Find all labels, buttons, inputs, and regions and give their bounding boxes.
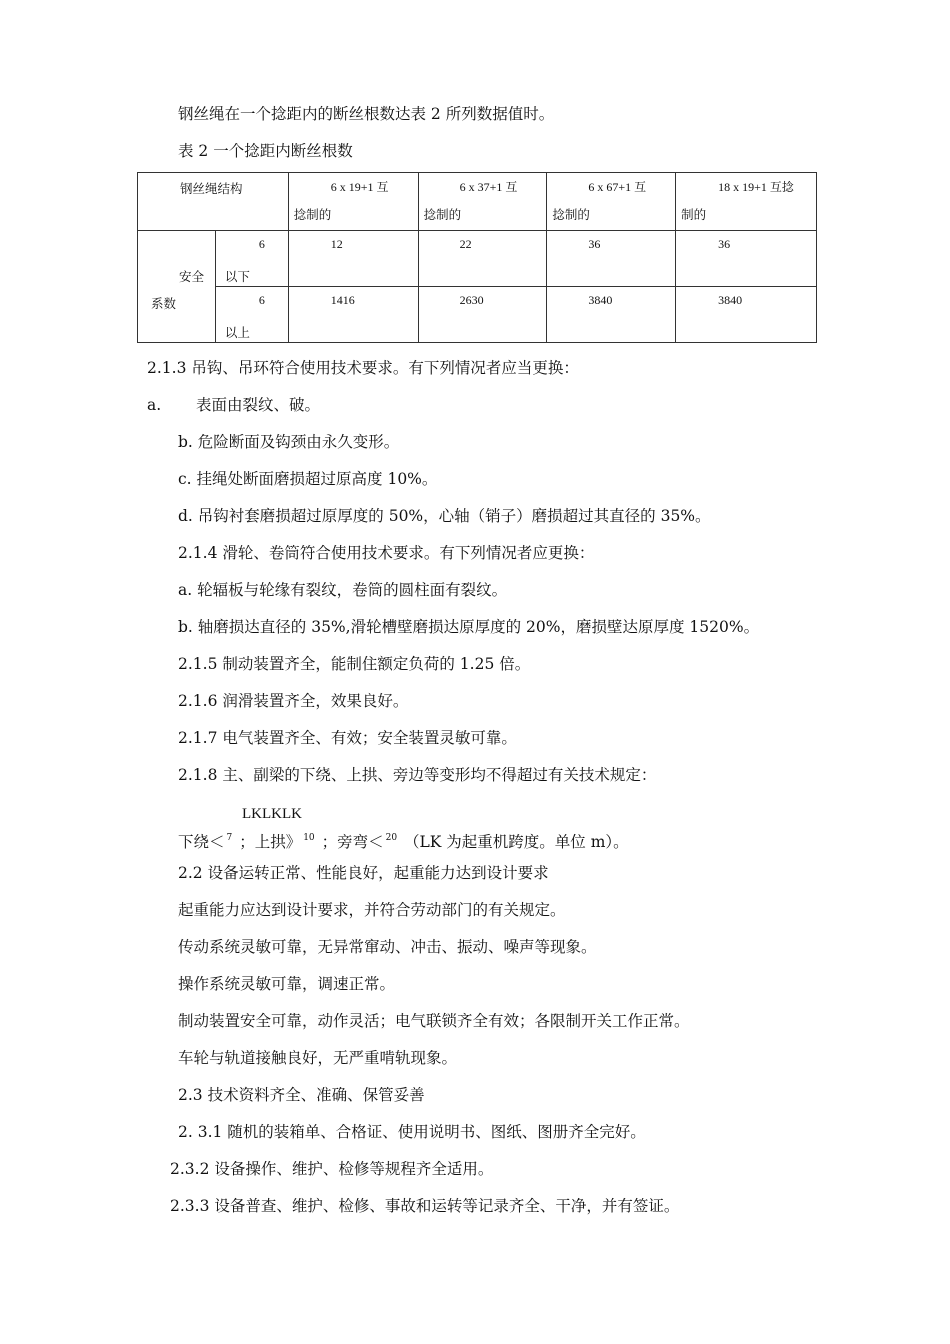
cell-r2-c3: 3840 bbox=[547, 287, 676, 343]
section-2-1-7: 2.1.7 电气装置齐全、有效；安全装置灵敏可靠。 bbox=[178, 729, 517, 747]
header-col-3: 6 x 67+1 互 捻制的 bbox=[547, 173, 676, 231]
header-structure: 钢丝绳结构 bbox=[138, 173, 289, 231]
cell-r2-c2: 2630 bbox=[418, 287, 547, 343]
table-caption: 表 2 一个捻距内断丝根数 bbox=[178, 142, 353, 160]
section-2-3: 2.3 技术资料齐全、准确、保管妥善 bbox=[178, 1086, 425, 1104]
cell-r2-c1: 1416 bbox=[288, 287, 418, 343]
section-2-2-a: 起重能力应达到设计要求，并符合劳动部门的有关规定。 bbox=[178, 901, 566, 919]
intro-line: 钢丝绳在一个捻距内的断丝根数达表 2 所列数据值时。 bbox=[178, 105, 555, 123]
section-2-2-c: 操作系统灵敏可靠，调速正常。 bbox=[178, 975, 396, 993]
item-c: c. 挂绳处断面磨损超过原高度 10%。 bbox=[178, 470, 438, 488]
cell-r1-c2: 22 bbox=[418, 231, 547, 287]
section-2-2-b: 传动系统灵敏可靠，无异常窜动、冲击、振动、噪声等现象。 bbox=[178, 938, 597, 956]
item-a-marker: a. bbox=[147, 396, 162, 414]
section-2-2: 2.2 设备运转正常、性能良好，起重能力达到设计要求 bbox=[178, 864, 549, 882]
section-2-3-2: 2.3.2 设备操作、维护、检修等规程齐全适用。 bbox=[170, 1160, 494, 1178]
section-2-3-3: 2.3.3 设备普查、维护、检修、事故和运转等记录齐全、干净，并有签证。 bbox=[170, 1197, 680, 1215]
formula-denominator: LKLKLK bbox=[242, 806, 302, 822]
section-2-1-8: 2.1.8 主、副梁的下绕、上拱、旁边等变形均不得超过有关技术规定： bbox=[178, 766, 657, 784]
row-label-above-6: 6 以上 bbox=[215, 287, 288, 343]
section-2-1-3: 2.1.3 吊钩、吊环符合使用技术要求。有下列情况者应当更换： bbox=[147, 359, 579, 377]
item-a-text: 表面由裂纹、破。 bbox=[196, 396, 321, 414]
cell-r1-c1: 12 bbox=[288, 231, 418, 287]
cell-r1-c4: 36 bbox=[676, 231, 817, 287]
header-col-4: 18 x 19+1 互捻 制的 bbox=[676, 173, 817, 231]
cell-r1-c3: 36 bbox=[547, 231, 676, 287]
section-2-1-4: 2.1.4 滑轮、卷筒符合使用技术要求。有下列情况者应更换： bbox=[178, 544, 595, 562]
section-2-1-5: 2.1.5 制动装置齐全，能制住额定负荷的 1.25 倍。 bbox=[178, 655, 531, 673]
section-2-1-6: 2.1.6 润滑装置齐全，效果良好。 bbox=[178, 692, 409, 710]
section-2-1-4-b: b. 轴磨损达直径的 35%,滑轮槽壁磨损达原厚度的 20%，磨损壁达原厚度 1520%。 bbox=[178, 618, 760, 636]
cell-r2-c4: 3840 bbox=[676, 287, 817, 343]
row-label-below-6: 6 以下 bbox=[215, 231, 288, 287]
section-2-1-4-a: a. 轮辐板与轮缘有裂纹，卷筒的圆柱面有裂纹。 bbox=[178, 581, 508, 599]
deformation-formula: 下绕＜ $^7$ ；上拱》 $^{10}$ ；旁弯＜ $^{20}$ （LK 为起重机跨度。单位 m）。 bbox=[178, 833, 629, 851]
item-b: b. 危险断面及钩颈由永久变形。 bbox=[178, 433, 400, 451]
section-2-3-1: 2. 3.1 随机的装箱单、合格证、使用说明书、图纸、图册齐全完好。 bbox=[178, 1123, 646, 1141]
broken-wire-table bbox=[137, 172, 817, 343]
header-col-2: 6 x 37+1 互 捻制的 bbox=[418, 173, 547, 231]
section-2-2-d: 制动装置安全可靠，动作灵活；电气联锁齐全有效；各限制开关工作正常。 bbox=[178, 1012, 690, 1030]
item-d: d. 吊钩衬套磨损超过原厚度的 50%，心轴（销子）磨损超过其直径的 35%。 bbox=[178, 507, 711, 525]
section-2-2-e: 车轮与轨道接触良好，无严重啃轨现象。 bbox=[178, 1049, 458, 1067]
header-col-1: 6 x 19+1 互 捻制的 bbox=[288, 173, 418, 231]
row-group-label: 安全 系数 bbox=[138, 231, 216, 343]
